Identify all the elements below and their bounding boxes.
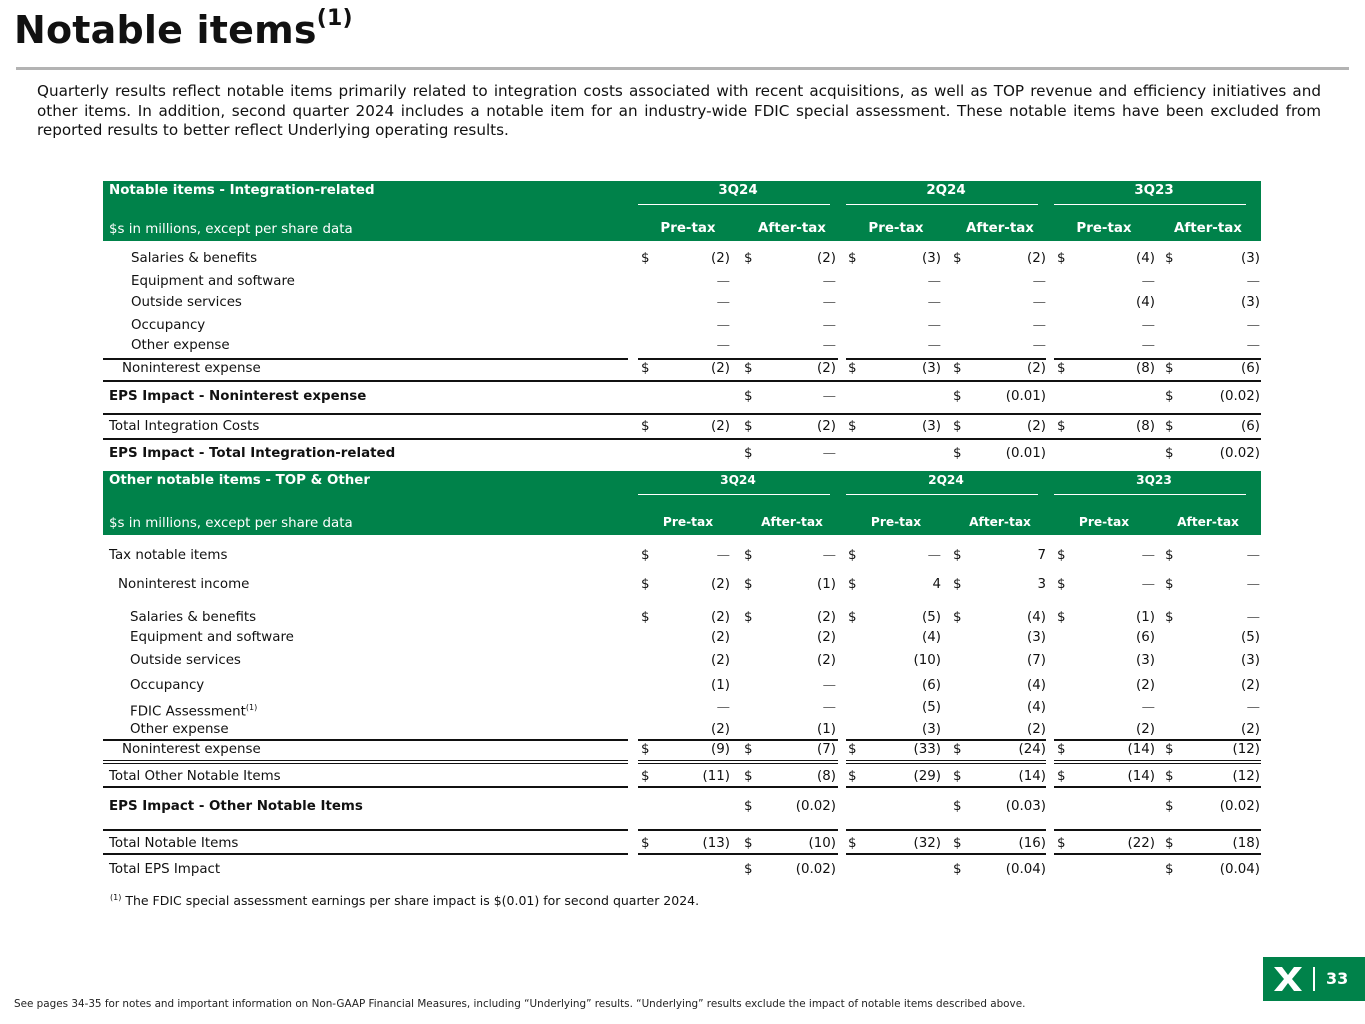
row-label: Occupancy [130,678,205,693]
cell-value: (22) [1127,836,1155,851]
cell-value: — [716,700,730,715]
intro-paragraph: Quarterly results reflect notable items primarily related to integration costs associated with recent acquisitions, as well as TOP revenue and efficiency initiatives and other items. In addition, second quarter 2024 includes a notable item for an industry-wide FDIC special assessment. These notable items have been excluded from reported results to better reflect Underlying operating results. [37,82,1321,139]
cell-value: (0.02) [1219,446,1260,461]
cell-value: (4) [1027,678,1046,693]
cell-value: — [1141,548,1155,563]
cell-value: (0.02) [1219,389,1260,404]
cell-value: (3) [1241,653,1260,668]
dollar-sign: $ [1057,836,1066,851]
dollar-sign: $ [1165,742,1174,757]
cell-value: (0.01) [1005,446,1046,461]
page-number: 33 [1326,969,1349,988]
dollar-sign: $ [641,577,650,592]
cell-value: (3) [1241,295,1260,310]
quarter-underline [638,494,830,495]
cell-value: (5) [922,700,941,715]
cell-value: (4) [1027,610,1046,625]
row-divider [103,413,1261,415]
dollar-sign: $ [1165,836,1174,851]
dollar-sign: $ [953,419,962,434]
cell-value: (2) [711,610,730,625]
cell-value: (13) [702,836,730,851]
row-label: Equipment and software [130,630,294,645]
dollar-sign: $ [1165,361,1174,376]
cell-value: (3) [922,361,941,376]
dollar-sign: $ [848,251,857,266]
table-row [103,834,1261,854]
cell-value: (0.02) [795,862,836,877]
dollar-sign: $ [953,836,962,851]
column-header: Pre-tax [868,221,924,236]
cell-value: (2) [711,630,730,645]
cell-value: (2) [1136,722,1155,737]
cell-value: — [1246,548,1260,563]
cell-value: (14) [1127,769,1155,784]
cell-value: — [1032,295,1046,310]
cell-value: — [1246,318,1260,333]
dollar-sign: $ [848,577,857,592]
cell-value: — [822,318,836,333]
row-divider [103,438,1261,440]
dollar-sign: $ [1057,548,1066,563]
table1-title: Notable items - Integration-related [109,183,375,198]
total-rule [1054,829,1261,831]
dollar-sign: $ [1057,610,1066,625]
dollar-sign: $ [641,361,650,376]
cell-value: (2) [1241,678,1260,693]
column-header: After-tax [1177,515,1239,529]
table-row [103,698,1261,718]
cell-value: (2) [1241,722,1260,737]
cell-value: (2) [711,653,730,668]
cell-value: — [1141,338,1155,353]
dollar-sign: $ [1057,251,1066,266]
row-label: Salaries & benefits [130,610,257,625]
cell-value: (2) [1027,361,1046,376]
quarter-header: 3Q23 [1136,473,1172,487]
cell-value: — [716,338,730,353]
cell-value: — [716,295,730,310]
dollar-sign: $ [953,862,962,877]
table1-header [103,181,1261,241]
dollar-sign: $ [1057,419,1066,434]
column-header: Pre-tax [870,515,922,529]
cell-value: (5) [1241,630,1260,645]
cell-value: (2) [817,251,836,266]
dollar-sign: $ [848,361,857,376]
total-rule [846,760,1046,764]
total-rule [846,786,1046,788]
row-label: Total Other Notable Items [109,769,281,784]
table-row [103,608,1261,628]
dollar-sign: $ [848,610,857,625]
dollar-sign: $ [848,836,857,851]
column-header: After-tax [969,515,1031,529]
cell-value: 7 [1037,548,1046,563]
column-header: Pre-tax [1078,515,1130,529]
quarter-underline [638,204,830,205]
cell-value: (2) [711,577,730,592]
dollar-sign: $ [744,361,753,376]
dollar-sign: $ [744,577,753,592]
cell-value: (2) [1027,419,1046,434]
cell-value: — [1032,338,1046,353]
brand-logo [1263,957,1365,1001]
cell-value: (3) [1241,251,1260,266]
cell-value: (16) [1018,836,1046,851]
quarter-underline [846,494,1038,495]
cell-value: (2) [1136,678,1155,693]
dollar-sign: $ [744,446,753,461]
cell-value: (0.02) [795,799,836,814]
dollar-sign: $ [848,548,857,563]
cell-value: (32) [913,836,941,851]
dollar-sign: $ [1165,548,1174,563]
cell-value: (2) [817,610,836,625]
dollar-sign: $ [953,389,962,404]
cell-value: (3) [922,722,941,737]
table-row [103,387,1261,407]
quarter-header: 3Q23 [1134,183,1174,198]
dollar-sign: $ [953,361,962,376]
dollar-sign: $ [1057,742,1066,757]
table-row [103,676,1261,696]
cell-value: — [927,548,941,563]
dollar-sign: $ [953,610,962,625]
dollar-sign: $ [744,251,753,266]
cell-value: (6) [1136,630,1155,645]
cell-value: (8) [1136,361,1155,376]
cell-value: (6) [1241,361,1260,376]
row-divider [103,380,1261,382]
row-label: FDIC Assessment$^{(1)}$ [130,703,258,720]
cell-value: — [927,338,941,353]
row-label: Other expense [130,722,229,737]
quarter-underline [1054,494,1246,495]
table-row [103,249,1261,269]
cell-value: (5) [922,610,941,625]
dollar-sign: $ [744,389,753,404]
cell-value: — [822,446,836,461]
dollar-sign: $ [744,742,753,757]
dollar-sign: $ [953,577,962,592]
table-row [103,575,1261,595]
dollar-sign: $ [1165,251,1174,266]
cell-value: (0.04) [1219,862,1260,877]
total-rule [1054,760,1261,764]
dollar-sign: $ [641,742,650,757]
cell-value: — [1032,274,1046,289]
table-row [103,720,1261,740]
row-label: EPS Impact - Noninterest expense [109,389,367,404]
cell-value: (3) [1136,653,1155,668]
total-rule [103,786,628,788]
table-row [103,316,1261,336]
table-row [103,359,1261,379]
cell-value: (4) [922,630,941,645]
row-label: EPS Impact - Other Notable Items [109,799,363,814]
total-rule [1054,786,1261,788]
cell-value: — [1141,318,1155,333]
row-label: Occupancy [131,318,206,333]
cell-value: — [822,548,836,563]
dollar-sign: $ [744,862,753,877]
cell-value: — [822,678,836,693]
cell-value: (2) [711,251,730,266]
table-row [103,444,1261,464]
row-label: Total EPS Impact [109,862,221,877]
dollar-sign: $ [953,742,962,757]
cell-value: (12) [1232,742,1260,757]
cell-value: (1) [817,722,836,737]
table-row [103,797,1261,817]
row-label: Outside services [130,653,241,668]
quarter-header: 2Q24 [928,473,964,487]
cell-value: — [822,338,836,353]
cell-value: (24) [1018,742,1046,757]
row-label: Salaries & benefits [131,251,258,266]
cell-value: (1) [711,678,730,693]
cell-value: — [1141,577,1155,592]
dollar-sign: $ [1165,862,1174,877]
table-row [103,272,1261,292]
column-header: Pre-tax [662,515,714,529]
column-header: Pre-tax [660,221,716,236]
dollar-sign: $ [1165,610,1174,625]
cell-value: (3) [1027,630,1046,645]
cell-value: — [716,318,730,333]
table-row [103,293,1261,313]
total-rule [103,829,628,831]
cell-value: (9) [711,742,730,757]
table-row [103,628,1261,648]
dollar-sign: $ [744,799,753,814]
dollar-sign: $ [953,769,962,784]
cell-value: (6) [1241,419,1260,434]
cell-value: (1) [817,577,836,592]
column-header: After-tax [966,221,1034,236]
dollar-sign: $ [744,419,753,434]
total-rule [1054,853,1261,855]
row-label: Noninterest income [118,577,250,592]
footnote: $^{(1)}$ The FDIC special assessment earnings per share impact is $(0.01) for second quarter 2024. [110,893,700,909]
cell-value: — [822,389,836,404]
table-row [103,740,1261,760]
table2-header [103,471,1261,535]
title-rule [16,67,1349,70]
row-label: Total Notable Items [109,836,239,851]
dollar-sign: $ [953,799,962,814]
cell-value: — [927,295,941,310]
dollar-sign: $ [1165,419,1174,434]
cell-value: — [716,274,730,289]
total-rule [638,760,838,764]
cell-value: — [1141,700,1155,715]
cell-value: (3) [922,251,941,266]
cell-value: 3 [1037,577,1046,592]
page-title: Notable items$^{(1)}$ [14,6,353,52]
column-header: Pre-tax [1076,221,1132,236]
dollar-sign: $ [848,419,857,434]
dollar-sign: $ [1057,769,1066,784]
cell-value: (2) [817,653,836,668]
total-rule [103,853,628,855]
dollar-sign: $ [1165,446,1174,461]
row-label: Other expense [131,338,230,353]
row-label: Total Integration Costs [109,419,260,434]
cell-value: (4) [1136,295,1155,310]
cell-value: (2) [711,419,730,434]
quarter-header: 3Q24 [718,183,758,198]
dollar-sign: $ [953,446,962,461]
table1-subtitle: $s in millions, except per share data [109,222,353,237]
cell-value: (7) [817,742,836,757]
cell-value: (8) [1136,419,1155,434]
row-label: EPS Impact - Total Integration-related [109,446,396,461]
cell-value: (2) [817,630,836,645]
citizens-logo-icon [1272,963,1304,995]
quarter-header: 2Q24 [926,183,966,198]
dollar-sign: $ [1057,361,1066,376]
cell-value: (11) [702,769,730,784]
cell-value: 4 [932,577,941,592]
footer-note: See pages 34-35 for notes and important information on Non-GAAP Financial Measures, including “Underlying” results. “Underlying” results exclude the impact of notable items described above. [14,998,1026,1010]
cell-value: (8) [817,769,836,784]
cell-value: — [716,548,730,563]
cell-value: (12) [1232,769,1260,784]
cell-value: — [1246,610,1260,625]
cell-value: (2) [711,722,730,737]
cell-value: (2) [817,361,836,376]
dollar-sign: $ [848,769,857,784]
cell-value: — [822,295,836,310]
total-rule [638,786,838,788]
cell-value: — [1246,577,1260,592]
dollar-sign: $ [1165,389,1174,404]
row-label: Outside services [131,295,242,310]
cell-value: (4) [1136,251,1155,266]
cell-value: (1) [1136,610,1155,625]
quarter-header: 3Q24 [720,473,756,487]
table-row [103,767,1261,787]
dollar-sign: $ [744,548,753,563]
dollar-sign: $ [641,610,650,625]
cell-value: (0.04) [1005,862,1046,877]
cell-value: (33) [913,742,941,757]
table2-subtitle: $s in millions, except per share data [109,516,353,531]
dollar-sign: $ [744,610,753,625]
dollar-sign: $ [1165,799,1174,814]
row-label: Tax notable items [109,548,228,563]
column-header: After-tax [1174,221,1242,236]
dollar-sign: $ [1165,769,1174,784]
row-label: Noninterest expense [122,361,261,376]
cell-value: (0.03) [1005,799,1046,814]
dollar-sign: $ [1057,577,1066,592]
table-row [103,336,1261,356]
dollar-sign: $ [953,548,962,563]
cell-value: (3) [922,419,941,434]
table-row [103,417,1261,437]
cell-value: (2) [817,419,836,434]
cell-value: — [822,700,836,715]
total-rule [846,829,1046,831]
total-rule [638,853,838,855]
cell-value: — [1032,318,1046,333]
cell-value: (2) [1027,722,1046,737]
dollar-sign: $ [744,836,753,851]
table-row [103,546,1261,566]
row-label: Equipment and software [131,274,295,289]
table2-title: Other notable items - TOP & Other [109,473,370,488]
total-rule [846,853,1046,855]
dollar-sign: $ [641,419,650,434]
dollar-sign: $ [641,836,650,851]
dollar-sign: $ [744,769,753,784]
cell-value: (6) [922,678,941,693]
row-label: Noninterest expense [122,742,261,757]
cell-value: — [927,318,941,333]
quarter-underline [846,204,1038,205]
cell-value: (18) [1232,836,1260,851]
cell-value: — [822,274,836,289]
cell-value: (4) [1027,700,1046,715]
cell-value: (10) [808,836,836,851]
cell-value: — [1141,274,1155,289]
dollar-sign: $ [848,742,857,757]
dollar-sign: $ [641,548,650,563]
cell-value: — [1246,338,1260,353]
cell-value: (0.02) [1219,799,1260,814]
quarter-underline [1054,204,1246,205]
cell-value: (7) [1027,653,1046,668]
column-header: After-tax [761,515,823,529]
total-rule [638,829,838,831]
cell-value: — [927,274,941,289]
cell-value: (14) [1018,769,1046,784]
dollar-sign: $ [1165,577,1174,592]
cell-value: (14) [1127,742,1155,757]
dollar-sign: $ [641,769,650,784]
logo-separator [1313,967,1315,991]
cell-value: — [1246,700,1260,715]
dollar-sign: $ [641,251,650,266]
table-row [103,651,1261,671]
cell-value: (2) [711,361,730,376]
cell-value: (10) [913,653,941,668]
cell-value: — [1246,274,1260,289]
cell-value: (0.01) [1005,389,1046,404]
total-rule [103,760,628,764]
cell-value: (29) [913,769,941,784]
table-row [103,860,1261,880]
dollar-sign: $ [953,251,962,266]
column-header: After-tax [758,221,826,236]
cell-value: (2) [1027,251,1046,266]
